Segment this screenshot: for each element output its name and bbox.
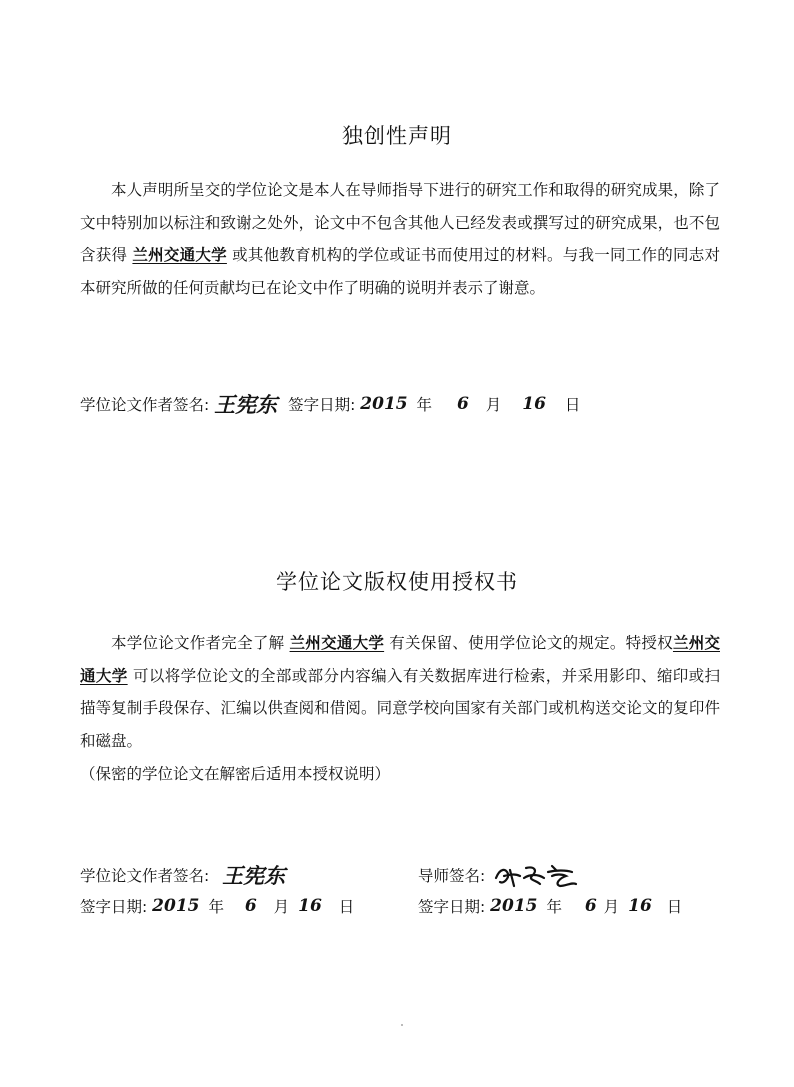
- advisor-day-unit: 日: [666, 898, 683, 916]
- declaration-text-1: 本人声明所呈交的学位论文是本人在导师指导下进行的研究工作和取得的研究成果，除了文中特别加以标注和致谢之处外，论文中不包含其他人已经发表或撰写过的研究成果，也不包含获得: [80, 181, 720, 264]
- authorization-author-date-row: [80, 895, 354, 925]
- sign-day: 16: [522, 394, 546, 414]
- sign-month: 6: [457, 394, 469, 414]
- advisor-signature: [490, 860, 590, 890]
- authorization-paragraph: [80, 627, 720, 757]
- sign-date-label: 签字日期:: [288, 396, 356, 414]
- author-month-unit: 月: [273, 898, 290, 916]
- year-unit: 年: [416, 396, 433, 414]
- author-sign-label-2: 学位论文作者签名:: [80, 867, 210, 885]
- advisor-month-unit: 月: [603, 898, 620, 916]
- author-day-unit: 日: [338, 898, 355, 916]
- author-year-unit: 年: [208, 898, 224, 916]
- advisor-sign-day: 16: [628, 896, 652, 916]
- authorization-text-3: 可以将学位论文的全部或部分内容编入有关数据库进行检索，并采用影印、缩印或扫描等复制手段保存、汇编以供查阅和借阅。同意学校向国家有关部门或机构送交论文的复印件和磁盘。: [80, 666, 720, 750]
- declaration-university: 兰州交通大学: [132, 246, 227, 264]
- scan-speck: [401, 1024, 403, 1026]
- day-unit: 日: [564, 396, 581, 414]
- authorization-advisor-row: [418, 860, 590, 890]
- confidential-note: （保密的学位论文在解密后适用本授权说明）: [80, 765, 391, 783]
- declaration-paragraph: [80, 174, 720, 304]
- author-signature-2: 王宪东: [222, 863, 286, 888]
- advisor-date-label: 签字日期:: [418, 898, 486, 916]
- author-date-label: 签字日期:: [80, 898, 148, 916]
- authorization-text-2: 有关保留、使用学位论文的规定。特授权: [384, 634, 673, 652]
- advisor-sign-label: 导师签名:: [418, 867, 486, 885]
- author-sign-day: 16: [298, 896, 322, 916]
- authorization-title: 学位论文版权使用授权书: [276, 570, 518, 594]
- advisor-sign-month: 6: [584, 896, 597, 916]
- month-unit: 月: [485, 396, 502, 414]
- authorization-university: 兰州交通大学: [289, 634, 385, 652]
- declaration-text-2: 或其他教育机构的学位或证书而使用过的材料。与我一同工作的同志对本研究所做的任何贡献均已在论文中作了明确的说明并表示了谢意。: [80, 246, 720, 297]
- advisor-sign-year: 2015: [490, 896, 538, 916]
- advisor-year-unit: 年: [546, 898, 562, 916]
- declaration-title: 独创性声明: [342, 124, 452, 148]
- declaration-signature-row: [80, 389, 580, 419]
- author-signature: 王宪东: [214, 392, 278, 417]
- authorization-advisor-date-row: [418, 895, 682, 925]
- authorization-university-2: 兰州交通大学: [80, 634, 720, 685]
- authorization-text-1: 本学位论文作者完全了解: [111, 634, 290, 652]
- author-sign-month: 6: [244, 896, 257, 916]
- author-sign-label: 学位论文作者签名:: [80, 396, 210, 414]
- authorization-author-row: [80, 860, 285, 890]
- author-sign-year: 2015: [152, 896, 200, 916]
- sign-year: 2015: [360, 394, 408, 414]
